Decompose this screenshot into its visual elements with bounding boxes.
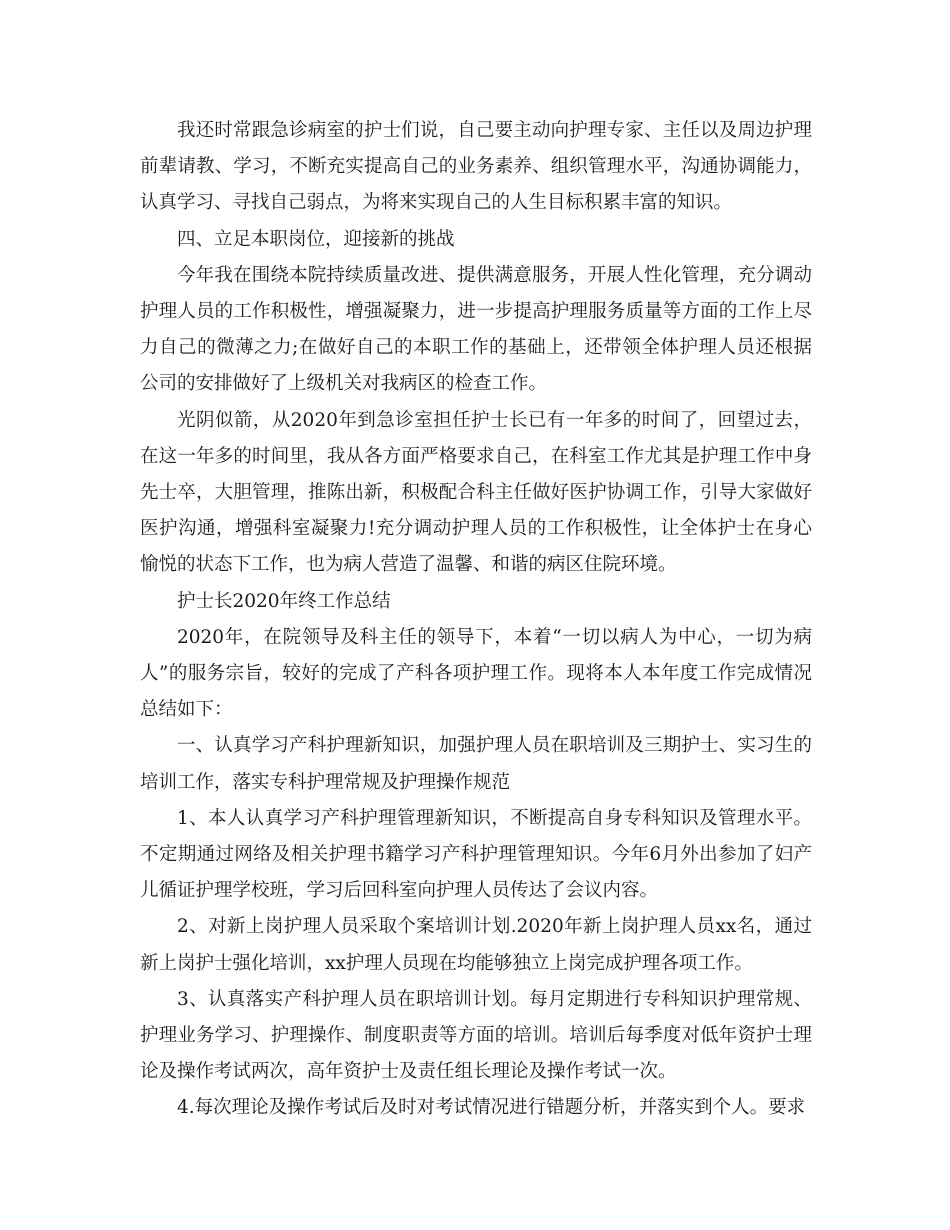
paragraph: 2020年，在院领导及科主任的领导下，本着“一切以病人为中心，一切为病人”的服务宗旨，较好的完成了产科各项护理工作。现将本人本年度工作完成情况总结如下： bbox=[140, 626, 812, 721]
section-heading: 四、立足本职岗位，迎接新的挑战 bbox=[177, 228, 455, 250]
paragraph: 今年我在围绕本院持续质量改进、提供满意服务，开展人性化管理，充分调动护理人员的工作积极性，增强凝聚力，进一步提高护理服务质量等方面的工作上尽力自己的微薄之力;在做好自己的本职工作的基础上，还带领全体护理人员还根据公司的安排做好了上级机关对我病区的检查工作。 bbox=[140, 264, 812, 395]
paragraph: 4.每次理论及操作考试后及时对考试情况进行错题分析，并落实到个人。要求 bbox=[177, 1097, 806, 1119]
paragraph: 光阴似箭，从2020年到急诊室担任护士长已有一年多的时间了，回望过去，在这一年多的时间里，我从各方面严格要求自己，在科室工作尤其是护理工作中身先士卒，大胆管理，推陈出新，积极配合科主任做好医护协调工作，引导大家做好医护沟通，增强科室凝聚力!充分调动护理人员的工作积极性，让全体护士在身心愉悦的状态下工作，也为病人营造了温馨、和谐的病区住院环境。 bbox=[140, 409, 812, 576]
document-body bbox=[140, 113, 812, 1127]
paragraph: 3、认真落实产科护理人员在职培训计划。每月定期进行专科知识护理常规、护理业务学习、护理操作、制度职责等方面的培训。培训后每季度对低年资护士理论及操作考试两次，高年资护士及责任组长理论及操作考试一次。 bbox=[140, 988, 812, 1083]
section-title: 护士长2020年终工作总结 bbox=[177, 590, 391, 612]
paragraph: 我还时常跟急诊病室的护士们说，自己要主动向护理专家、主任以及周边护理前辈请教、学习，不断充实提高自己的业务素养、组织管理水平，沟通协调能力，认真学习、寻找自己弱点，为将来实现自己的人生目标积累丰富的知识。 bbox=[140, 120, 812, 214]
paragraph: 2、对新上岗护理人员采取个案培训计划.2020年新上岗护理人员xx名，通过新上岗护士强化培训，xx护理人员现在均能够独立上岗完成护理各项工作。 bbox=[140, 916, 812, 974]
section-heading: 一、认真学习产科护理新知识，加强护理人员在职培训及三期护士、实习生的培训工作，落实专科护理常规及护理操作规范 bbox=[140, 735, 812, 793]
paragraph: 1、本人认真学习产科护理管理新知识，不断提高自身专科知识及管理水平。不定期通过网络及相关护理书籍学习产科护理管理知识。今年6月外出参加了妇产儿循证护理学校班，学习后回科室向护理人员传达了会议内容。 bbox=[140, 807, 812, 902]
